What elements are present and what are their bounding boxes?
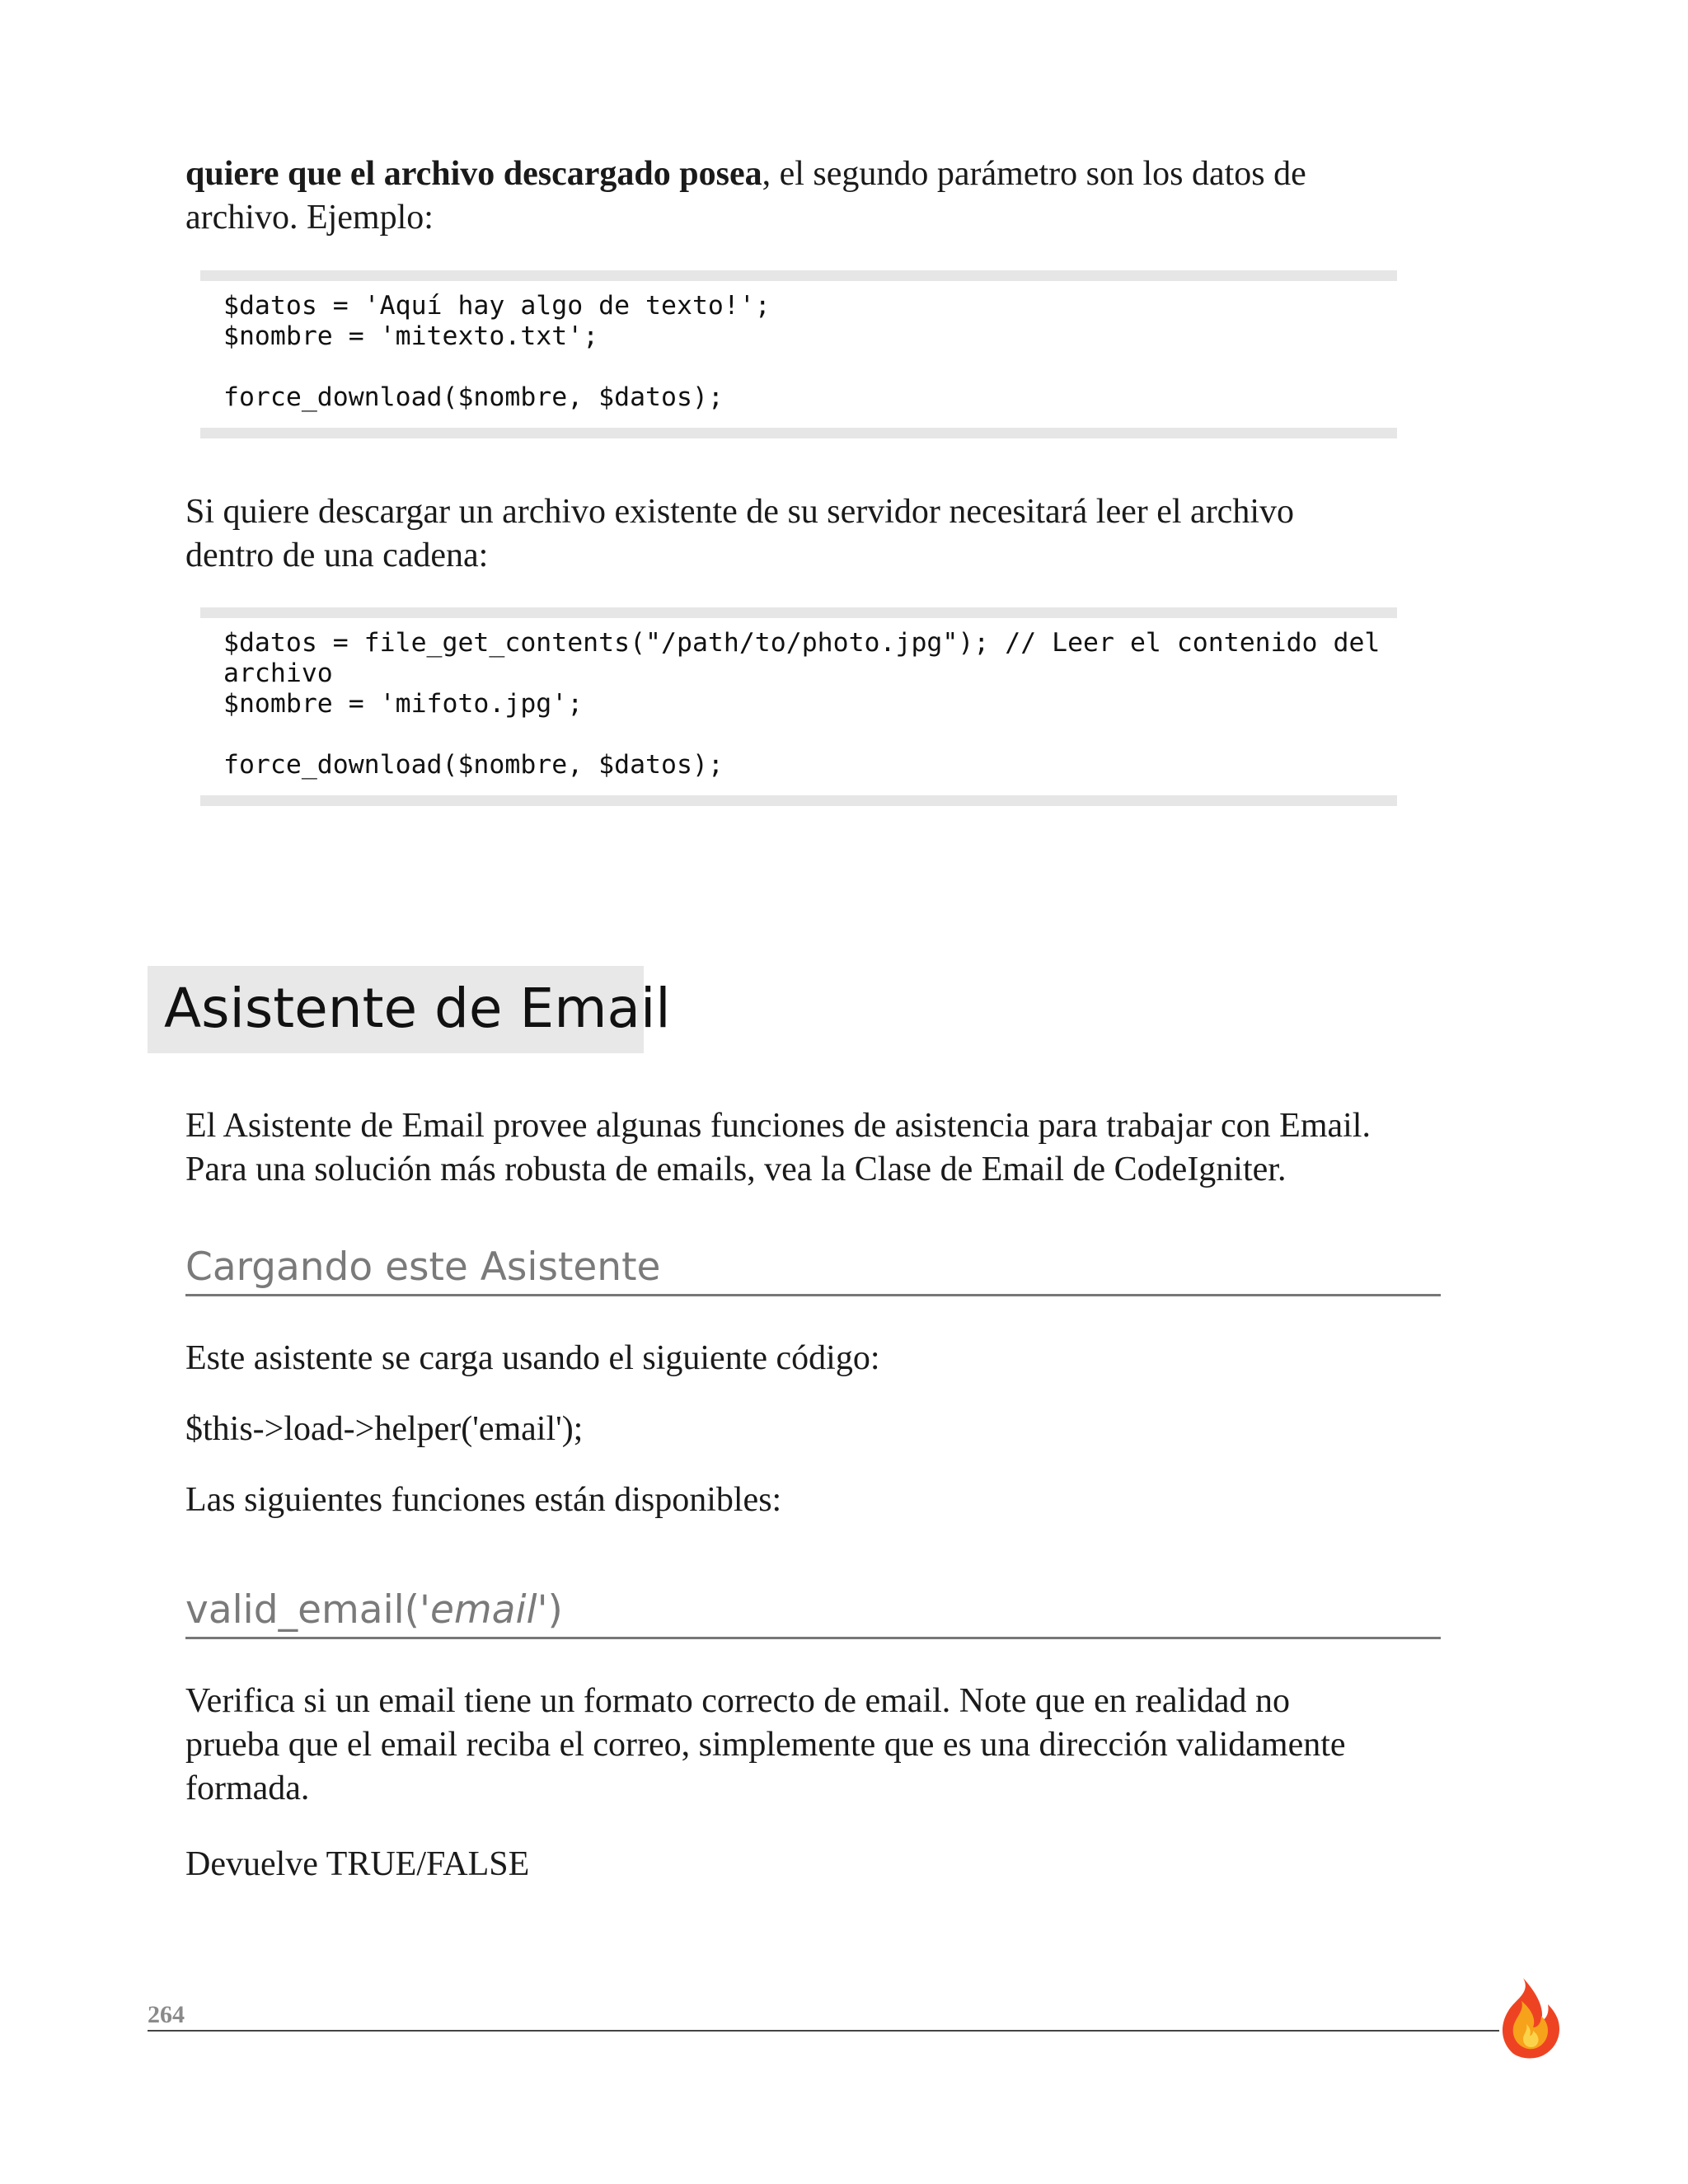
section-intro-paragraph — [185, 1104, 1455, 1192]
intro-text-line1: , el segundo parámetro son los datos de — [762, 155, 1306, 193]
available-functions-text: Las siguientes funciones están disponibles: — [185, 1481, 782, 1519]
loading-text: Este asistente se carga usando el siguiente código: — [185, 1339, 880, 1377]
para2-line1: Si quiere descargar un archivo existente de su servidor necesitará leer el archivo — [185, 493, 1294, 531]
intro-bold-text: quiere que el archivo descargado posea — [185, 155, 762, 193]
loading-heading: Cargando este Asistente — [185, 1244, 1441, 1296]
code-line: $nombre = 'mitexto.txt'; — [223, 321, 599, 351]
code-line: $datos = 'Aquí hay algo de texto!'; — [223, 291, 771, 321]
valid-email-desc-line1: Verifica si un email tiene un formato correcto de email. Note que en realidad no — [185, 1682, 1290, 1720]
valid-email-description — [185, 1680, 1455, 1811]
footer-divider — [148, 2030, 1499, 2032]
valid-email-heading — [185, 1587, 1441, 1639]
code-line — [223, 352, 1397, 382]
section-title: Asistente de Email — [164, 977, 671, 1040]
section-intro-line2: Para una solución más robusta de emails, vea la Clase de Email de CodeIgniter. — [185, 1151, 1287, 1188]
code-line — [223, 719, 1397, 750]
code-line: archivo — [223, 658, 333, 688]
code-block-force-download-text — [200, 270, 1397, 438]
section-title-box — [148, 966, 671, 1053]
code-line: force_download($nombre, $datos); — [223, 750, 724, 780]
valid-email-heading-param: email — [429, 1587, 537, 1633]
valid-email-returns: Devuelve TRUE/FALSE — [185, 1845, 530, 1883]
page-number: 264 — [148, 2001, 185, 2028]
code-block-force-download-file — [200, 607, 1397, 806]
valid-email-desc-line3: formada. — [185, 1769, 310, 1807]
valid-email-heading-prefix: valid_email(' — [185, 1587, 430, 1633]
code-line: force_download($nombre, $datos); — [223, 382, 724, 412]
existing-file-paragraph — [185, 490, 1455, 578]
codeigniter-flame-icon — [1490, 1976, 1564, 2062]
intro-paragraph — [185, 152, 1455, 240]
code-line: $datos = file_get_contents("/path/to/photo.jpg"); // Leer el contenido del — [223, 628, 1381, 658]
loading-code: $this->load->helper('email'); — [185, 1410, 584, 1448]
valid-email-desc-line2: prueba que el email reciba el correo, simplemente que es una dirección validamente — [185, 1726, 1346, 1764]
para2-line2: dentro de una cadena: — [185, 537, 489, 574]
section-intro-line1: El Asistente de Email provee algunas funciones de asistencia para trabajar con Email. — [185, 1107, 1371, 1145]
valid-email-heading-suffix: ') — [537, 1587, 563, 1633]
intro-text-line2: archivo. Ejemplo: — [185, 199, 434, 237]
code-line: $nombre = 'mifoto.jpg'; — [223, 689, 584, 719]
